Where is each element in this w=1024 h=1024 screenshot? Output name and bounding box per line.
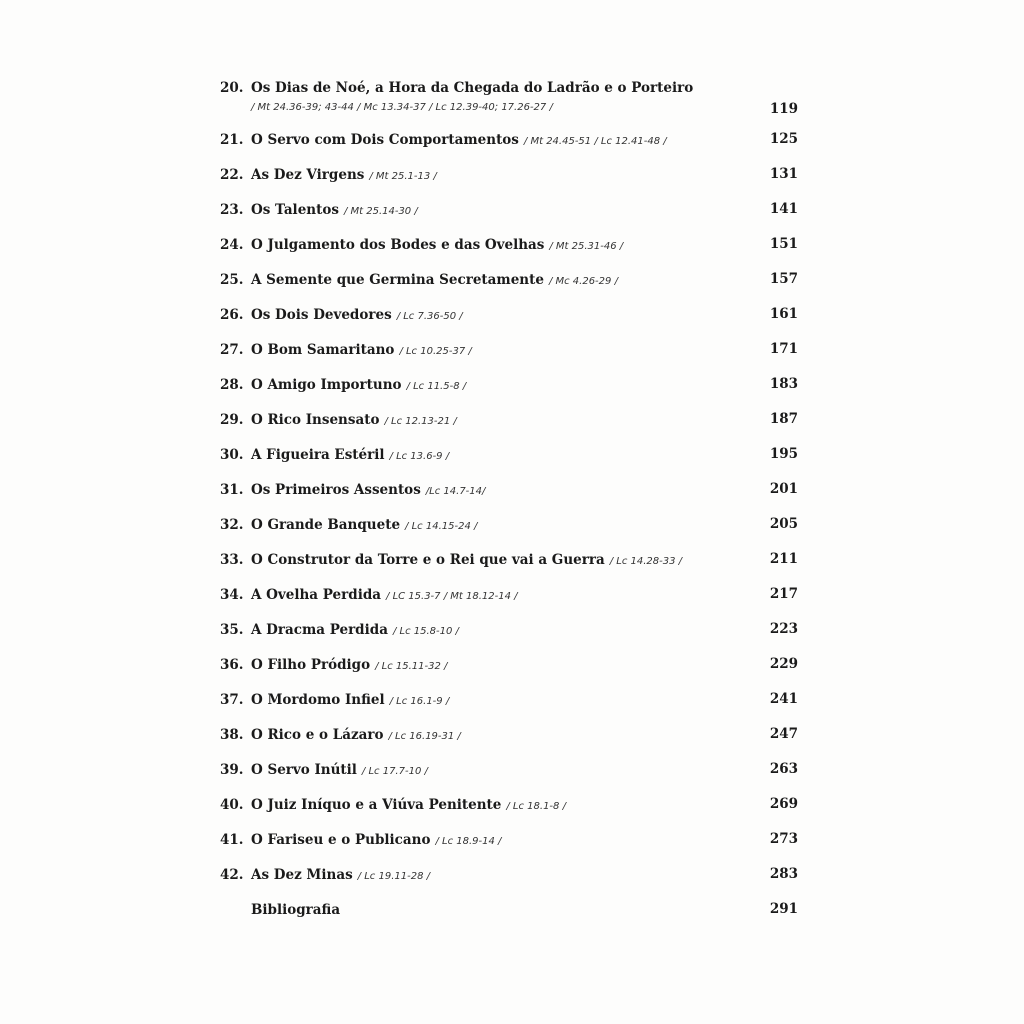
entry-number: 38.	[220, 727, 244, 743]
toc-entry	[220, 445, 800, 480]
entry-title: O Rico e o Lázaro	[251, 727, 384, 743]
entry-title: O Filho Pródigo	[251, 657, 371, 673]
entry-page-number: 183	[769, 376, 798, 392]
toc-entry	[220, 78, 800, 130]
toc-entry	[220, 270, 800, 305]
entry-reference: / Mt 25.1-13 /	[369, 171, 437, 182]
entry-number: 36.	[220, 657, 244, 673]
entry-page-number: 211	[769, 551, 798, 567]
entry-title: O Construtor da Torre e o Rei que vai a Guerra	[251, 552, 605, 568]
entry-page-number: 161	[769, 306, 798, 322]
entry-title: O Fariseu e o Publicano	[251, 832, 431, 848]
entry-page-number: 171	[769, 341, 798, 357]
toc-entry	[220, 550, 800, 585]
entry-page-number: 273	[769, 831, 798, 847]
entry-title: O Mordomo Infiel	[251, 692, 385, 708]
toc-entry	[220, 130, 800, 165]
toc-entry	[220, 200, 800, 235]
entry-number: 25.	[220, 272, 244, 288]
entry-number: 42.	[220, 867, 244, 883]
toc-entry	[220, 865, 800, 900]
entry-reference: / Mt 24.36-39; 43-44 / Mc 13.34-37 / Lc 12.39-40; 17.26-27 /	[251, 102, 553, 113]
entry-title: O Grande Banquete	[251, 517, 401, 533]
entry-page-number: 217	[769, 586, 798, 602]
entry-title: A Ovelha Perdida	[251, 587, 382, 603]
entry-number: 31.	[220, 482, 244, 498]
toc-entry	[220, 690, 800, 725]
bibliography-title: Bibliografia	[251, 902, 341, 918]
entry-number: 32.	[220, 517, 244, 533]
entry-page-number: 247	[769, 726, 798, 742]
entry-number: 41.	[220, 832, 244, 848]
entry-reference: / Mt 24.45-51 / Lc 12.41-48 /	[523, 136, 667, 147]
entry-reference: / Lc 14.28-33 /	[609, 556, 683, 567]
entry-page-number: 241	[769, 691, 798, 707]
entry-reference: / Lc 16.1-9 /	[389, 696, 450, 707]
toc-entry	[220, 795, 800, 830]
entry-number: 30.	[220, 447, 244, 463]
entry-page-number: 131	[769, 166, 798, 182]
entry-reference: / Mc 4.26-29 /	[548, 276, 618, 287]
entry-title: O Bom Samaritano	[251, 342, 395, 358]
toc-entry	[220, 340, 800, 375]
entry-title: As Dez Minas	[251, 867, 353, 883]
entry-title: A Semente que Germina Secretamente	[251, 272, 544, 288]
toc-entry	[220, 305, 800, 340]
entry-reference: / Lc 14.15-24 /	[405, 521, 478, 532]
entry-reference: / Lc 10.25-37 /	[399, 346, 472, 357]
toc-entry	[220, 375, 800, 410]
entry-reference: / Lc 18.1-8 /	[506, 801, 566, 812]
entry-title: O Juiz Iníquo e a Viúva Penitente	[251, 797, 502, 813]
entry-number: 29.	[220, 412, 244, 428]
entry-title: A Dracma Perdida	[251, 622, 388, 638]
entry-reference: / Lc 19.11-28 /	[357, 871, 430, 882]
toc-entry	[220, 515, 800, 550]
toc-entry	[220, 725, 800, 760]
entry-number: 28.	[220, 377, 244, 393]
entry-title: Os Dois Devedores	[251, 307, 392, 323]
entry-number: 33.	[220, 552, 244, 568]
entry-number: 35.	[220, 622, 244, 638]
toc-entry	[220, 620, 800, 655]
toc-entry	[220, 235, 800, 270]
entry-number: 34.	[220, 587, 244, 603]
entry-title: Os Dias de Noé, a Hora da Chegada do Ladrão e o Porteiro	[251, 80, 694, 96]
toc-entry	[220, 760, 800, 795]
entry-page-number: 205	[769, 516, 798, 532]
entry-page-number: 187	[769, 411, 798, 427]
entry-page-number: 269	[769, 796, 798, 812]
entry-page-number: 157	[769, 271, 798, 287]
entry-reference: / Lc 18.9-14 /	[435, 836, 502, 847]
entry-title: O Servo com Dois Comportamentos	[251, 132, 519, 148]
entry-page-number: 141	[769, 201, 798, 217]
entry-reference: / Lc 13.6-9 /	[389, 451, 450, 462]
entry-reference: / Lc 11.5-8 /	[406, 381, 467, 392]
entry-page-number: 201	[769, 481, 798, 497]
toc-entry	[220, 480, 800, 515]
toc-entry-bibliography	[220, 900, 800, 935]
entry-page-number: 223	[769, 621, 798, 637]
entry-page-number: 125	[769, 131, 798, 147]
entry-reference: / Lc 12.13-21 /	[384, 416, 457, 427]
entry-number: 22.	[220, 167, 244, 183]
entry-reference: / Lc 15.11-32 /	[375, 661, 448, 672]
entry-reference: /Lc 14.7-14/	[425, 486, 486, 497]
entry-reference: / Lc 7.36-50 /	[396, 311, 463, 322]
entry-title: O Servo Inútil	[251, 762, 357, 778]
entry-reference: / Lc 17.7-10 /	[361, 766, 428, 777]
entry-reference: / Mt 25.31-46 /	[549, 241, 624, 252]
entry-title: O Amigo Importuno	[251, 377, 402, 393]
toc-entry	[220, 655, 800, 690]
entry-number: 40.	[220, 797, 244, 813]
entry-number: 27.	[220, 342, 244, 358]
toc-entry	[220, 830, 800, 865]
entry-title: O Julgamento dos Bodes e das Ovelhas	[251, 237, 545, 253]
entry-title: O Rico Insensato	[251, 412, 380, 428]
entry-number: 26.	[220, 307, 244, 323]
entry-page-number: 151	[769, 236, 798, 252]
entry-reference: / LC 15.3-7 / Mt 18.12-14 /	[386, 591, 518, 602]
entry-title: Os Talentos	[251, 202, 339, 218]
entry-number: 37.	[220, 692, 244, 708]
entry-title: A Figueira Estéril	[251, 447, 385, 463]
table-of-contents	[220, 78, 800, 935]
entry-number: 23.	[220, 202, 244, 218]
entry-title: As Dez Virgens	[251, 167, 365, 183]
entry-title: Os Primeiros Assentos	[251, 482, 421, 498]
entry-reference: / Lc 16.19-31 /	[388, 731, 461, 742]
entry-number: 39.	[220, 762, 244, 778]
bibliography-page-number: 291	[769, 901, 798, 917]
entry-page-number: 283	[769, 866, 798, 882]
entry-reference: / Mt 25.14-30 /	[343, 206, 418, 217]
entry-page-number: 229	[769, 656, 798, 672]
entry-number: 21.	[220, 132, 244, 148]
entry-number: 20.	[220, 80, 244, 96]
entry-page-number: 195	[769, 446, 798, 462]
entry-reference: / Lc 15.8-10 /	[392, 626, 459, 637]
toc-entry	[220, 585, 800, 620]
toc-entry	[220, 165, 800, 200]
entry-page-number: 263	[769, 761, 798, 777]
entry-number: 24.	[220, 237, 244, 253]
toc-entry	[220, 410, 800, 445]
entry-page-number: 119	[769, 101, 798, 117]
